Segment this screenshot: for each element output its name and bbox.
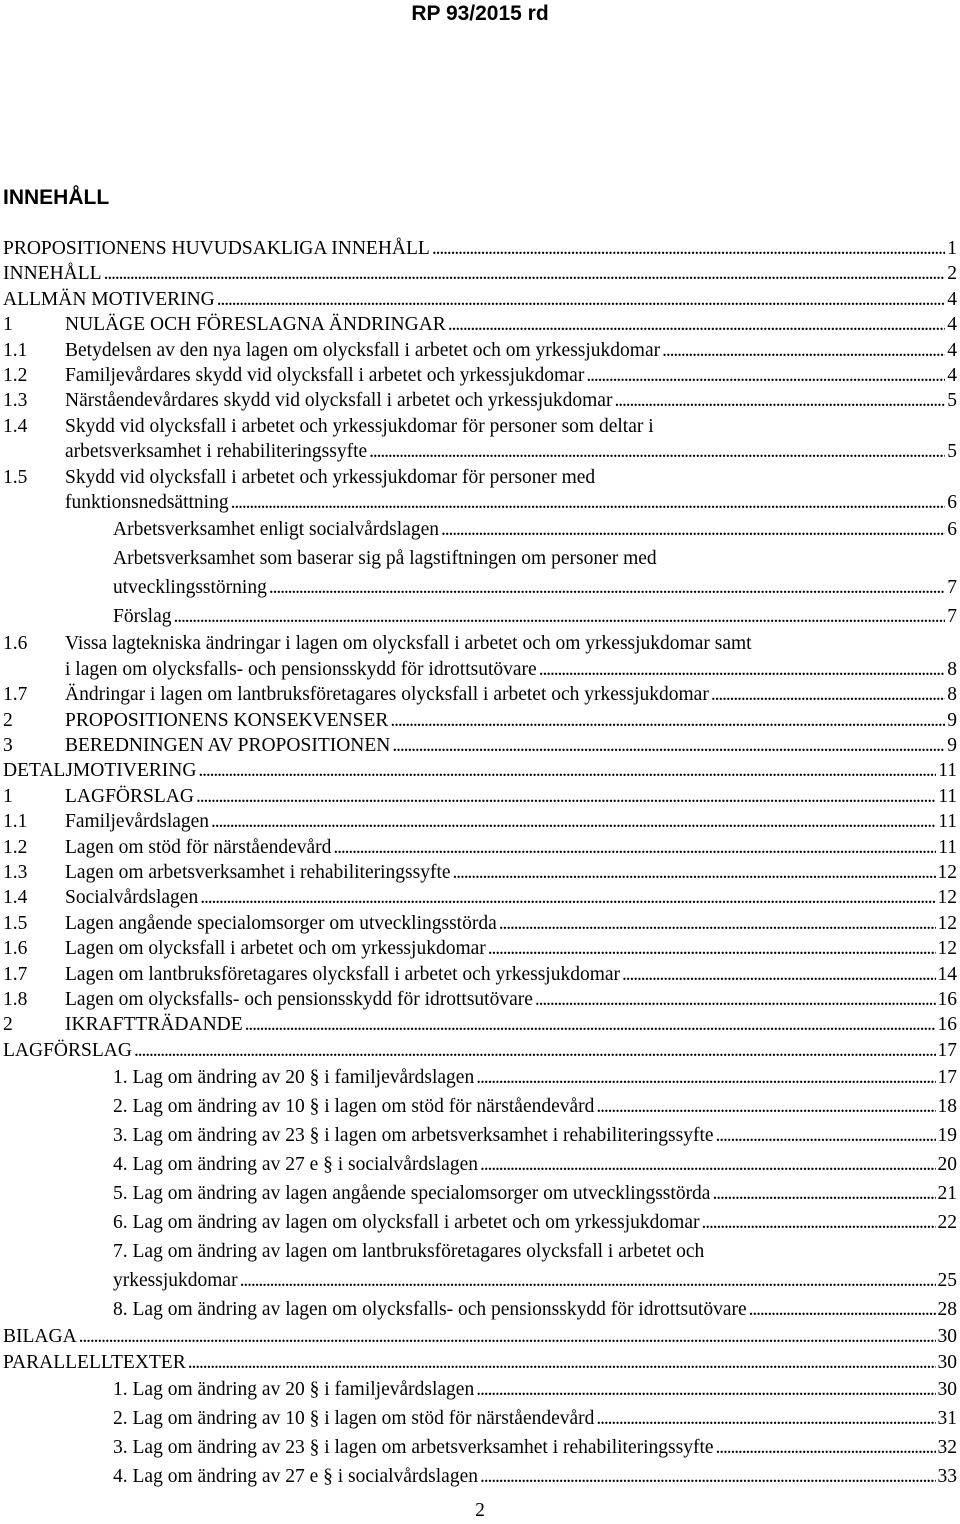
page-title: INNEHÅLL [3,186,110,209]
dot-leader [622,962,935,987]
toc-entry[interactable] [0,1063,960,1092]
toc-entry-page: 22 [937,1212,957,1234]
dot-leader [539,657,946,682]
toc-entry[interactable] [0,784,960,809]
toc-entry-title: Lagen om olycksfalls- och pensionsskydd för idrottsutövare [65,989,533,1010]
toc-entry-title: INNEHÅLL [3,263,102,285]
toc-entry-number: 1.3 [3,390,28,412]
dot-leader [217,287,945,312]
toc-entry[interactable] [0,388,960,413]
dot-leader [586,363,945,388]
toc-entry[interactable] [0,236,960,261]
dot-leader [499,911,936,936]
toc-entry-number: 2 [3,709,13,731]
toc-entry-title: 7. Lag om ändring av lagen om lantbruksföretagares olycksfall i arbetet och [113,1241,705,1263]
toc-entry-title: Skydd vid olycksfall i arbetet och yrkessjukdomar för personer som deltar i [65,415,654,437]
toc-entry-number: 1.6 [3,938,28,960]
toc-entry-page: 6 [947,519,957,541]
toc-entry-number: 1.2 [3,836,28,858]
toc-entry-page: 11 [938,836,957,858]
toc-entry-page: 30 [937,1379,957,1400]
toc-entry-page: 14 [937,963,957,985]
toc-entry-page: 2 [947,263,957,285]
dot-leader [441,515,945,544]
toc-entry-page: 12 [937,912,957,934]
toc-entry-number: 1.5 [3,466,28,488]
toc-entry[interactable] [0,1179,960,1208]
toc-entry[interactable] [0,1375,960,1404]
toc-entry-title: Lagen om olycksfall i arbetet och om yrkessjukdomar [65,938,486,960]
toc-entry-title: 3. Lag om ändring av 23 § i lagen om arbetsverksamhet i rehabiliteringssyfte [113,1437,714,1458]
toc-entry-title: Lagen om stöd för närståendevård [65,836,332,858]
toc-entry-number: 1.6 [3,633,28,655]
dot-leader [211,809,936,834]
toc-entry[interactable] [0,363,960,388]
dot-leader [480,1462,936,1491]
toc-entry[interactable] [0,1121,960,1150]
toc-entry-number: 1.7 [3,963,28,985]
toc-entry[interactable] [0,1433,960,1462]
toc-entry-title: 1. Lag om ändring av 20 § i familjevårdslagen [113,1379,475,1400]
toc-entry-title: Förslag [113,606,172,628]
toc-entry-title: 2. Lag om ändring av 10 § i lagen om stöd för närståendevård [113,1096,595,1118]
toc-entry[interactable] [0,1237,960,1295]
toc-entry-title: Familjevårdslagen [65,811,210,833]
toc-entry[interactable] [0,835,960,860]
toc-entry-number: 1.5 [3,912,28,934]
toc-entry-page: 12 [937,938,957,960]
toc-entry-number: 1.4 [3,415,28,437]
toc-entry-page: 20 [937,1154,957,1176]
toc-entry-page: 17 [937,1067,957,1089]
toc-entry[interactable] [0,338,960,363]
toc-entry-page: 7 [947,606,957,628]
toc-entry[interactable] [0,733,960,758]
toc-entry-title: funktionsnedsättning [65,491,229,513]
toc-entry-number: 1.8 [3,989,28,1010]
toc-entry-title: NULÄGE OCH FÖRESLAGNA ÄNDRINGAR [65,314,446,336]
dot-leader [240,1266,936,1295]
toc-entry-page: 4 [947,314,957,336]
toc-entry-number: 1.1 [3,811,28,833]
toc-entry-page: 5 [947,390,957,412]
toc-entry[interactable] [0,758,960,783]
toc-entry[interactable] [0,885,960,910]
dot-leader [188,1350,936,1375]
toc-entry-page: 7 [947,577,957,599]
toc-entry-title: Skydd vid olycksfall i arbetet och yrkessjukdomar för personer med [65,466,596,488]
toc-entry[interactable] [0,708,960,733]
toc-entry-title: Lagen om arbetsverksamhet i rehabiliteringssyfte [65,862,451,883]
dot-leader [701,1208,935,1237]
toc-entry[interactable] [0,1208,960,1237]
toc-entry-page: 17 [937,1039,957,1061]
toc-entry-title: BILAGA [3,1326,77,1348]
dot-leader [662,338,945,363]
dot-leader [390,708,945,733]
dot-leader [200,885,935,910]
dot-leader [432,236,945,261]
toc-entry-page: 32 [937,1437,957,1458]
toc-entry-page: 8 [947,684,957,706]
toc-entry-title: 8. Lag om ändring av lagen om olycksfalls- och pensionsskydd för idrottsutövare [113,1299,747,1321]
toc-entry[interactable] [0,987,960,1012]
toc-entry[interactable] [0,962,960,987]
dot-leader [716,1433,936,1462]
toc-entry[interactable] [0,1324,960,1349]
toc-entry-title: 2. Lag om ändring av 10 § i lagen om stöd för närståendevård [113,1408,595,1429]
toc-entry-title: Betydelsen av den nya lagen om olycksfall i arbetet och om yrkessjukdomar [65,339,661,361]
toc-entry[interactable] [0,911,960,936]
dot-leader [596,1404,935,1433]
toc-entry-page: 11 [938,811,957,833]
dot-leader [488,936,936,961]
toc-entry-title: i lagen om olycksfalls- och pensionsskydd för idrottsutövare [65,658,537,680]
toc-entry-page: 33 [937,1466,957,1487]
toc-entry-page: 25 [937,1270,957,1292]
toc-entry[interactable] [0,414,960,465]
dot-leader [333,835,936,860]
toc-entry-page: 9 [947,735,957,756]
page-number: 2 [475,1500,485,1521]
toc-entry-page: 28 [937,1299,957,1321]
toc-entry-page: 11 [938,760,957,782]
toc-entry-number: 1.1 [3,339,28,361]
toc-entry[interactable] [0,312,960,337]
dot-leader [712,1179,935,1208]
toc-entry-title: Familjevårdares skydd vid olycksfall i arbetet och yrkessjukdomar [65,365,585,386]
toc-entry-page: 30 [937,1351,957,1373]
toc-entry-page: 16 [937,1014,957,1036]
toc-entry-page: 30 [937,1326,957,1348]
toc-entry-number: 1.3 [3,862,28,883]
toc-entry-page: 4 [947,339,957,361]
toc-entry-title: DETALJMOTIVERING [3,760,197,782]
toc-entry-title: Arbetsverksamhet enligt socialvårdslagen [113,519,439,541]
dot-leader [448,312,945,337]
toc-entry-title: 5. Lag om ändring av lagen angående specialomsorger om utvecklingsstörda [113,1183,711,1205]
toc-entry-title: yrkessjukdomar [113,1270,238,1292]
toc-entry-number: 2 [3,1014,13,1036]
toc-entry-title: ALLMÄN MOTIVERING [3,288,215,310]
dot-leader [198,758,936,783]
toc-entry-number: 1 [3,314,13,336]
toc-entry-title: 4. Lag om ändring av 27 e § i socialvårdslagen [113,1466,478,1487]
toc-entry-page: 4 [947,288,957,310]
toc-entry-title: 1. Lag om ändring av 20 § i familjevårdslagen [113,1067,475,1089]
dot-leader [196,784,936,809]
dot-leader [716,1121,936,1150]
toc-entry[interactable] [0,1038,960,1063]
dot-leader [596,1092,935,1121]
toc-entry-title: Arbetsverksamhet som baserar sig på lagstiftningen om personer med [113,548,657,570]
toc-entry-title: BEREDNINGEN AV PROPOSITIONEN [65,735,391,756]
dot-leader [453,860,936,885]
toc-entry-page: 8 [947,658,957,680]
toc-entry-number: 1.4 [3,887,28,909]
toc-entry[interactable] [0,809,960,834]
toc-entry[interactable] [0,602,960,631]
toc-entry-page: 9 [947,709,957,731]
toc-entry-title: PROPOSITIONENS KONSEKVENSER [65,709,389,731]
dot-leader [535,987,936,1012]
toc-entry[interactable] [0,261,960,286]
dot-leader [369,439,945,464]
toc-entry-page: 18 [937,1096,957,1118]
toc-entry-page: 12 [937,862,957,883]
toc-entry-number: 1.2 [3,365,28,386]
dot-leader [614,388,945,413]
toc-entry-number: 1 [3,785,13,807]
toc-entry-title: 4. Lag om ändring av 27 e § i socialvårdslagen [113,1154,478,1176]
toc-entry-title: Ändringar i lagen om lantbruksföretagares olycksfall i arbetet och yrkessjukdomar [65,684,709,706]
toc-entry-title: PROPOSITIONENS HUVUDSAKLIGA INNEHÅLL [3,238,430,259]
toc-entry-title: Lagen om lantbruksföretagares olycksfall i arbetet och yrkessjukdomar [65,963,621,985]
toc-entry-title: 3. Lag om ändring av 23 § i lagen om arbetsverksamhet i rehabiliteringssyfte [113,1125,714,1147]
toc-entry-page: 21 [937,1183,957,1205]
dot-leader [392,733,945,758]
toc-entry-page: 5 [947,441,957,463]
dot-leader [134,1038,936,1063]
toc-entry-title: Vissa lagtekniska ändringar i lagen om olycksfall i arbetet och om yrkessjukdomar samt [65,633,752,655]
toc-entry-title: LAGFÖRSLAG [65,785,194,807]
toc-entry[interactable] [0,1012,960,1037]
dot-leader [749,1295,936,1324]
dot-leader [476,1063,935,1092]
toc-entry-title: 6. Lag om ändring av lagen om olycksfall i arbetet och om yrkessjukdomar [113,1212,700,1234]
toc-entry-page: 16 [937,989,957,1010]
toc-entry[interactable] [0,1462,960,1491]
document-header: RP 93/2015 rd [411,2,549,25]
toc-entry[interactable] [0,682,960,707]
dot-leader [245,1012,936,1037]
toc-entry[interactable] [0,544,960,602]
toc-entry-page: 12 [937,887,957,909]
dot-leader [79,1324,936,1349]
dot-leader [174,602,946,631]
toc-entry[interactable] [0,1150,960,1179]
dot-leader [480,1150,936,1179]
dot-leader [711,682,945,707]
toc-entry[interactable] [0,936,960,961]
toc-entry-page: 31 [937,1408,957,1429]
toc-entry[interactable] [0,1295,960,1324]
toc-entry-title: LAGFÖRSLAG [3,1039,132,1061]
dot-leader [269,573,945,602]
toc-entry[interactable] [0,1404,960,1433]
toc-entry-number: 3 [3,735,13,756]
toc-entry-page: 1 [947,238,957,259]
dot-leader [104,261,946,286]
toc-entry-title: utvecklingsstörning [113,577,267,599]
toc-entry-page: 6 [947,491,957,513]
toc-entry[interactable] [0,465,960,516]
dot-leader [231,490,946,515]
toc-entry-page: 11 [938,785,957,807]
toc-entry[interactable] [0,287,960,312]
toc-entry-title: arbetsverksamhet i rehabiliteringssyfte [65,441,368,463]
toc-entry[interactable] [0,515,960,544]
toc-entry-title: Lagen angående specialomsorger om utvecklingsstörda [65,912,497,934]
toc-entry[interactable] [0,1092,960,1121]
toc-entry[interactable] [0,631,960,682]
dot-leader [476,1375,935,1404]
toc-entry-page: 4 [947,365,957,386]
toc-entry-title: Socialvårdslagen [65,887,199,909]
toc-entry-title: PARALLELLTEXTER [3,1351,186,1373]
toc-entry-title: Närståendevårdares skydd vid olycksfall i arbetet och yrkessjukdomar [65,390,613,412]
toc-entry-title: IKRAFTTRÄDANDE [65,1014,243,1036]
toc-entry-number: 1.7 [3,684,28,706]
toc-entry-page: 19 [937,1125,957,1147]
toc-entry[interactable] [0,1350,960,1375]
toc-entry[interactable] [0,860,960,885]
